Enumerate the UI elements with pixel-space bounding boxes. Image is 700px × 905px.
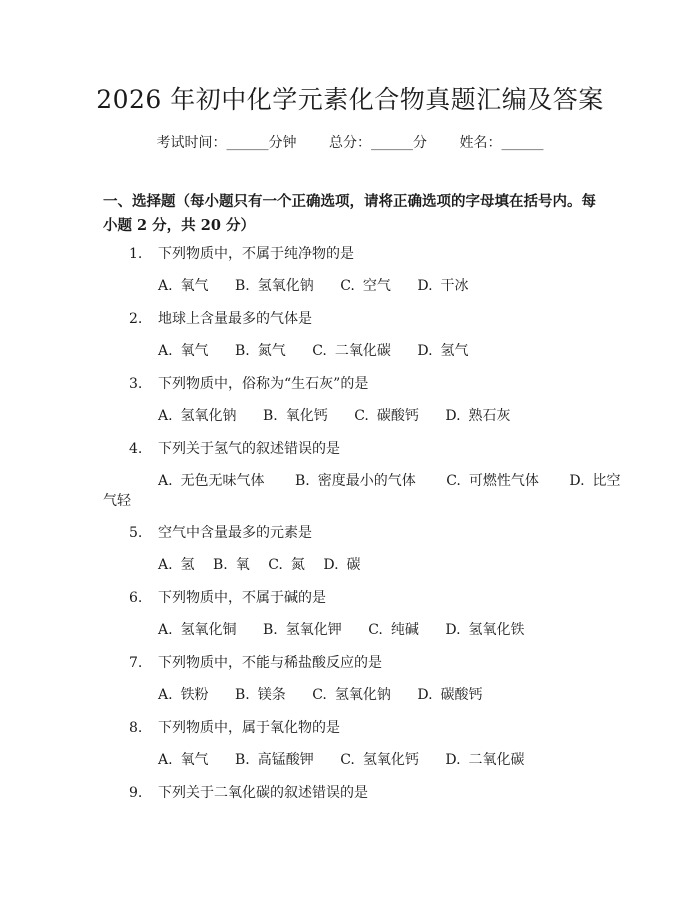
question-number: 9.	[129, 785, 143, 801]
option-a: A. 铁粉	[158, 687, 209, 703]
question-text: 下列物质中，不属于碱的是	[158, 590, 326, 606]
option-c: C. 可燃性气体	[446, 473, 539, 489]
total-score-field: 总分：______分	[329, 135, 427, 151]
question-text: 下列物质中，属于氧化物的是	[158, 720, 340, 736]
option-c: C. 氢氧化钙	[340, 752, 419, 768]
question-number: 6.	[129, 590, 143, 606]
option-row	[103, 341, 603, 374]
exam-time-field: 考试时间：______分钟	[156, 135, 297, 151]
option-row	[103, 276, 603, 309]
question-stem	[103, 439, 603, 471]
option-row	[103, 471, 621, 523]
option-a: A. 氧气	[158, 752, 209, 768]
option-continuation: 气轻	[103, 493, 131, 509]
question-stem	[103, 244, 603, 276]
exam-meta	[0, 132, 700, 152]
question-number: 3.	[129, 376, 143, 392]
name-field: 姓名：______	[459, 135, 544, 151]
option-d: D. 干冰	[417, 278, 469, 294]
question-number: 2.	[129, 311, 143, 327]
option-c: C. 空气	[340, 278, 391, 294]
question-text: 下列物质中，不能与稀盐酸反应的是	[158, 655, 382, 671]
question-text: 下列物质中，俗称为“生石灰”的是	[158, 376, 369, 392]
option-a: A. 氢氧化钠	[158, 408, 237, 424]
option-d: D. 氢气	[417, 343, 469, 359]
option-b: B. 氢氧化钾	[263, 622, 342, 638]
option-b: B. 氧	[213, 557, 250, 573]
option-d: D. 碳	[323, 557, 361, 573]
question-list	[103, 244, 621, 815]
question-stem	[103, 374, 603, 406]
question-text: 下列物质中，不属于纯净物的是	[158, 246, 354, 262]
option-row	[103, 620, 603, 653]
option-a: A. 氧气	[158, 343, 209, 359]
option-c: C. 氮	[268, 557, 305, 573]
option-c: C. 碳酸钙	[354, 408, 419, 424]
option-d: D. 氢氧化铁	[445, 622, 525, 638]
option-a: A. 氢	[158, 557, 195, 573]
option-a: A. 氧气	[158, 278, 209, 294]
option-b: B. 镁条	[235, 687, 286, 703]
question-stem	[103, 309, 603, 341]
option-row	[103, 406, 603, 439]
option-d: D. 比空	[569, 473, 621, 489]
section-heading: 一、选择题（每小题只有一个正确选项，请将正确选项的字母填在括号内。每小题 2 分，共 20 分）	[103, 193, 596, 234]
page-title: 2026 年初中化学元素化合物真题汇编及答案	[96, 85, 604, 114]
option-b: B. 氮气	[235, 343, 286, 359]
question-text: 下列关于氢气的叙述错误的是	[158, 441, 340, 457]
question-number: 8.	[129, 720, 143, 736]
option-d: D. 二氧化碳	[445, 752, 525, 768]
option-d: D. 熟石灰	[445, 408, 511, 424]
question-number: 1.	[129, 246, 143, 262]
option-c: C. 纯碱	[368, 622, 419, 638]
question-stem	[103, 523, 603, 555]
option-a: A. 氢氧化铜	[158, 622, 237, 638]
option-row	[103, 685, 603, 718]
option-a: A. 无色无味气体	[158, 473, 265, 489]
question-stem	[103, 783, 603, 815]
question-stem	[103, 588, 603, 620]
option-row	[103, 750, 603, 783]
question-number: 4.	[129, 441, 143, 457]
option-c: C. 二氧化碳	[312, 343, 391, 359]
question-stem	[103, 653, 603, 685]
question-stem	[103, 718, 603, 750]
option-b: B. 高锰酸钾	[235, 752, 314, 768]
question-number: 7.	[129, 655, 143, 671]
question-text: 空气中含量最多的元素是	[158, 525, 312, 541]
option-d: D. 碳酸钙	[417, 687, 483, 703]
question-text: 下列关于二氧化碳的叙述错误的是	[158, 785, 368, 801]
option-row	[103, 555, 603, 588]
option-b: B. 氢氧化钠	[235, 278, 314, 294]
option-c: C. 氢氧化钠	[312, 687, 391, 703]
option-b: B. 氧化钙	[263, 408, 328, 424]
question-number: 5.	[129, 525, 143, 541]
option-b: B. 密度最小的气体	[295, 473, 416, 489]
question-text: 地球上含量最多的气体是	[158, 311, 312, 327]
